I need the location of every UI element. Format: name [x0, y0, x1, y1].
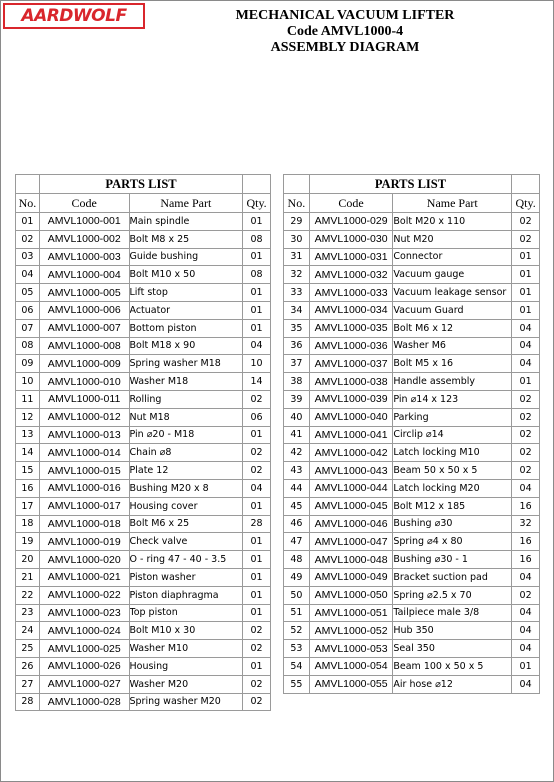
part-qty-cell: 01	[243, 551, 271, 569]
part-name-cell: Nut M18	[129, 408, 243, 426]
part-number-cell: 35	[284, 319, 310, 337]
table-row	[284, 284, 540, 302]
part-code-cell: AMVL1000-022	[39, 586, 129, 604]
table-row	[284, 319, 540, 337]
part-code-cell: AMVL1000-053	[309, 640, 393, 658]
part-code-cell: AMVL1000-035	[309, 319, 393, 337]
parts-list-table-right	[283, 174, 540, 694]
table-row	[16, 355, 271, 373]
part-number-cell: 50	[284, 586, 310, 604]
table-row	[16, 640, 271, 658]
part-code-cell: AMVL1000-005	[39, 284, 129, 302]
part-qty-cell: 01	[243, 568, 271, 586]
part-qty-cell: 08	[243, 266, 271, 284]
blank-header-cell	[16, 175, 40, 194]
table-row	[284, 373, 540, 391]
part-number-cell: 05	[16, 284, 40, 302]
part-name-cell: Lift stop	[129, 284, 243, 302]
table-row	[284, 444, 540, 462]
part-name-cell: Beam 50 x 50 x 5	[393, 462, 512, 480]
blank-header-cell	[284, 175, 310, 194]
table-row	[16, 657, 271, 675]
table-row	[284, 390, 540, 408]
part-code-cell: AMVL1000-017	[39, 497, 129, 515]
part-number-cell: 40	[284, 408, 310, 426]
part-name-cell: Bushing ⌀30 - 1	[393, 551, 512, 569]
part-number-cell: 23	[16, 604, 40, 622]
part-qty-cell: 02	[512, 230, 540, 248]
part-number-cell: 26	[16, 657, 40, 675]
part-qty-cell: 02	[512, 462, 540, 480]
part-qty-cell: 01	[512, 301, 540, 319]
part-code-cell: AMVL1000-024	[39, 622, 129, 640]
part-number-cell: 46	[284, 515, 310, 533]
table-row	[284, 230, 540, 248]
part-qty-cell: 04	[512, 604, 540, 622]
column-header-name: Name Part	[393, 194, 512, 213]
part-name-cell: Washer M20	[129, 675, 243, 693]
part-qty-cell: 02	[243, 640, 271, 658]
part-qty-cell: 16	[512, 497, 540, 515]
part-qty-cell: 02	[243, 462, 271, 480]
part-code-cell: AMVL1000-040	[309, 408, 393, 426]
table-row	[16, 497, 271, 515]
table-row	[284, 337, 540, 355]
part-number-cell: 44	[284, 479, 310, 497]
table-row	[16, 390, 271, 408]
part-number-cell: 27	[16, 675, 40, 693]
part-name-cell: Washer M18	[129, 373, 243, 391]
table-row	[16, 515, 271, 533]
part-number-cell: 20	[16, 551, 40, 569]
table-row	[16, 533, 271, 551]
part-number-cell: 08	[16, 337, 40, 355]
part-qty-cell: 02	[243, 675, 271, 693]
part-code-cell: AMVL1000-036	[309, 337, 393, 355]
header-code: Code AMVL1000-4	[286, 24, 404, 39]
part-number-cell: 48	[284, 551, 310, 569]
part-qty-cell: 02	[243, 622, 271, 640]
parts-list-title: PARTS LIST	[39, 175, 242, 194]
part-qty-cell: 01	[243, 248, 271, 266]
part-number-cell: 39	[284, 390, 310, 408]
part-qty-cell: 02	[243, 444, 271, 462]
part-number-cell: 25	[16, 640, 40, 658]
part-qty-cell: 01	[243, 657, 271, 675]
table-row	[16, 408, 271, 426]
column-header-no: No.	[284, 194, 310, 213]
part-qty-cell: 04	[512, 355, 540, 373]
header-title: MECHANICAL VACUUM LIFTER	[235, 8, 455, 23]
part-number-cell: 18	[16, 515, 40, 533]
part-code-cell: AMVL1000-011	[39, 390, 129, 408]
part-qty-cell: 01	[243, 497, 271, 515]
part-code-cell: AMVL1000-002	[39, 230, 129, 248]
document-header	[190, 8, 500, 56]
part-number-cell: 01	[16, 213, 40, 231]
part-qty-cell: 02	[243, 390, 271, 408]
table-row	[16, 266, 271, 284]
part-qty-cell: 01	[512, 657, 540, 675]
part-number-cell: 04	[16, 266, 40, 284]
part-name-cell: Handle assembly	[393, 373, 512, 391]
part-code-cell: AMVL1000-007	[39, 319, 129, 337]
part-qty-cell: 01	[243, 284, 271, 302]
part-qty-cell: 01	[243, 604, 271, 622]
part-number-cell: 53	[284, 640, 310, 658]
table-row	[284, 213, 540, 231]
part-number-cell: 03	[16, 248, 40, 266]
column-header-code: Code	[39, 194, 129, 213]
part-code-cell: AMVL1000-014	[39, 444, 129, 462]
column-header-name: Name Part	[129, 194, 243, 213]
part-name-cell: Bolt M12 x 185	[393, 497, 512, 515]
header-subtitle: ASSEMBLY DIAGRAM	[270, 40, 420, 55]
table-row	[16, 426, 271, 444]
table-row	[16, 604, 271, 622]
part-code-cell: AMVL1000-043	[309, 462, 393, 480]
part-number-cell: 28	[16, 693, 40, 711]
part-qty-cell: 04	[243, 337, 271, 355]
part-number-cell: 31	[284, 248, 310, 266]
part-code-cell: AMVL1000-026	[39, 657, 129, 675]
part-name-cell: Pin ⌀14 x 123	[393, 390, 512, 408]
part-number-cell: 41	[284, 426, 310, 444]
table-row	[284, 426, 540, 444]
column-header-no: No.	[16, 194, 40, 213]
part-name-cell: Latch locking M20	[393, 479, 512, 497]
table-row	[284, 533, 540, 551]
part-name-cell: Housing	[129, 657, 243, 675]
brand-logo	[3, 3, 145, 29]
part-code-cell: AMVL1000-018	[39, 515, 129, 533]
part-name-cell: Bolt M8 x 25	[129, 230, 243, 248]
part-name-cell: Bolt M18 x 90	[129, 337, 243, 355]
part-name-cell: Rolling	[129, 390, 243, 408]
table-row	[16, 479, 271, 497]
part-qty-cell: 01	[512, 248, 540, 266]
part-number-cell: 17	[16, 497, 40, 515]
table-row	[16, 551, 271, 569]
part-name-cell: Pin ⌀20 - M18	[129, 426, 243, 444]
part-name-cell: Hub 350	[393, 622, 512, 640]
part-code-cell: AMVL1000-055	[309, 675, 393, 693]
table-row	[284, 497, 540, 515]
part-code-cell: AMVL1000-023	[39, 604, 129, 622]
table-row	[16, 213, 271, 231]
part-code-cell: AMVL1000-027	[39, 675, 129, 693]
table-row	[284, 479, 540, 497]
part-qty-cell: 01	[512, 266, 540, 284]
part-qty-cell: 08	[243, 230, 271, 248]
part-qty-cell: 04	[512, 675, 540, 693]
part-name-cell: Circlip ⌀14	[393, 426, 512, 444]
table-row	[284, 248, 540, 266]
part-code-cell: AMVL1000-008	[39, 337, 129, 355]
part-number-cell: 10	[16, 373, 40, 391]
part-code-cell: AMVL1000-015	[39, 462, 129, 480]
part-name-cell: Spring washer M20	[129, 693, 243, 711]
part-number-cell: 14	[16, 444, 40, 462]
table-row	[284, 266, 540, 284]
part-code-cell: AMVL1000-006	[39, 301, 129, 319]
part-qty-cell: 01	[243, 533, 271, 551]
part-qty-cell: 01	[243, 426, 271, 444]
part-code-cell: AMVL1000-003	[39, 248, 129, 266]
part-qty-cell: 32	[512, 515, 540, 533]
part-code-cell: AMVL1000-004	[39, 266, 129, 284]
table-row	[16, 248, 271, 266]
part-number-cell: 52	[284, 622, 310, 640]
part-code-cell: AMVL1000-030	[309, 230, 393, 248]
part-qty-cell: 02	[243, 693, 271, 711]
part-number-cell: 24	[16, 622, 40, 640]
blank-header-cell	[243, 175, 271, 194]
part-name-cell: Bracket suction pad	[393, 568, 512, 586]
part-qty-cell: 01	[243, 301, 271, 319]
part-name-cell: Beam 100 x 50 x 5	[393, 657, 512, 675]
part-qty-cell: 04	[243, 479, 271, 497]
part-number-cell: 13	[16, 426, 40, 444]
part-number-cell: 07	[16, 319, 40, 337]
part-name-cell: Bolt M20 x 110	[393, 213, 512, 231]
part-qty-cell: 02	[512, 390, 540, 408]
part-code-cell: AMVL1000-020	[39, 551, 129, 569]
part-code-cell: AMVL1000-019	[39, 533, 129, 551]
column-header-code: Code	[309, 194, 393, 213]
table-row	[284, 551, 540, 569]
part-number-cell: 29	[284, 213, 310, 231]
part-name-cell: Bolt M10 x 50	[129, 266, 243, 284]
part-number-cell: 06	[16, 301, 40, 319]
part-name-cell: Spring ⌀2.5 x 70	[393, 586, 512, 604]
part-number-cell: 51	[284, 604, 310, 622]
part-qty-cell: 16	[512, 533, 540, 551]
part-number-cell: 55	[284, 675, 310, 693]
part-number-cell: 37	[284, 355, 310, 373]
table-row	[16, 693, 271, 711]
part-name-cell: Bolt M5 x 16	[393, 355, 512, 373]
part-code-cell: AMVL1000-038	[309, 373, 393, 391]
table-row	[284, 408, 540, 426]
part-number-cell: 16	[16, 479, 40, 497]
part-name-cell: Main spindle	[129, 213, 243, 231]
part-code-cell: AMVL1000-032	[309, 266, 393, 284]
part-name-cell: Housing cover	[129, 497, 243, 515]
part-code-cell: AMVL1000-048	[309, 551, 393, 569]
part-code-cell: AMVL1000-031	[309, 248, 393, 266]
table-row	[16, 462, 271, 480]
part-qty-cell: 14	[243, 373, 271, 391]
part-qty-cell: 04	[512, 337, 540, 355]
part-name-cell: Check valve	[129, 533, 243, 551]
table-row	[284, 586, 540, 604]
part-code-cell: AMVL1000-050	[309, 586, 393, 604]
part-name-cell: Parking	[393, 408, 512, 426]
part-name-cell: Piston diaphragma	[129, 586, 243, 604]
part-qty-cell: 04	[512, 622, 540, 640]
part-code-cell: AMVL1000-013	[39, 426, 129, 444]
part-qty-cell: 16	[512, 551, 540, 569]
part-name-cell: Bolt M6 x 12	[393, 319, 512, 337]
part-qty-cell: 04	[512, 319, 540, 337]
part-code-cell: AMVL1000-046	[309, 515, 393, 533]
column-header-qty: Qty.	[512, 194, 540, 213]
table-row	[16, 568, 271, 586]
table-row	[16, 301, 271, 319]
table-row	[16, 444, 271, 462]
part-name-cell: Spring washer M18	[129, 355, 243, 373]
part-number-cell: 43	[284, 462, 310, 480]
part-number-cell: 21	[16, 568, 40, 586]
part-name-cell: Vacuum leakage sensor	[393, 284, 512, 302]
part-name-cell: Plate 12	[129, 462, 243, 480]
part-qty-cell: 01	[512, 284, 540, 302]
part-number-cell: 49	[284, 568, 310, 586]
table-row	[16, 319, 271, 337]
table-row	[16, 373, 271, 391]
logo-text: AARDWOLF	[21, 6, 127, 26]
part-number-cell: 47	[284, 533, 310, 551]
part-code-cell: AMVL1000-051	[309, 604, 393, 622]
table-row	[16, 586, 271, 604]
table-row	[16, 337, 271, 355]
table-row	[16, 230, 271, 248]
part-name-cell: Bushing ⌀30	[393, 515, 512, 533]
table-row	[284, 622, 540, 640]
part-number-cell: 54	[284, 657, 310, 675]
table-row	[284, 568, 540, 586]
part-name-cell: Vacuum Guard	[393, 301, 512, 319]
part-number-cell: 19	[16, 533, 40, 551]
table-row	[16, 675, 271, 693]
part-code-cell: AMVL1000-025	[39, 640, 129, 658]
part-code-cell: AMVL1000-012	[39, 408, 129, 426]
part-number-cell: 09	[16, 355, 40, 373]
column-header-qty: Qty.	[243, 194, 271, 213]
part-code-cell: AMVL1000-045	[309, 497, 393, 515]
table-row	[16, 284, 271, 302]
table-row	[284, 462, 540, 480]
part-number-cell: 45	[284, 497, 310, 515]
part-qty-cell: 06	[243, 408, 271, 426]
part-name-cell: Tailpiece male 3/8	[393, 604, 512, 622]
part-name-cell: Connector	[393, 248, 512, 266]
part-qty-cell: 01	[243, 586, 271, 604]
part-number-cell: 30	[284, 230, 310, 248]
part-name-cell: Vacuum gauge	[393, 266, 512, 284]
part-code-cell: AMVL1000-034	[309, 301, 393, 319]
part-code-cell: AMVL1000-054	[309, 657, 393, 675]
part-code-cell: AMVL1000-021	[39, 568, 129, 586]
part-number-cell: 22	[16, 586, 40, 604]
part-name-cell: Guide bushing	[129, 248, 243, 266]
part-name-cell: Latch locking M10	[393, 444, 512, 462]
part-number-cell: 02	[16, 230, 40, 248]
part-code-cell: AMVL1000-047	[309, 533, 393, 551]
table-row	[16, 622, 271, 640]
part-qty-cell: 02	[512, 426, 540, 444]
part-name-cell: Air hose ⌀12	[393, 675, 512, 693]
part-qty-cell: 04	[512, 640, 540, 658]
parts-list-table-left	[15, 174, 271, 711]
part-qty-cell: 01	[512, 373, 540, 391]
part-name-cell: Bottom piston	[129, 319, 243, 337]
table-row	[284, 675, 540, 693]
part-name-cell: Washer M10	[129, 640, 243, 658]
part-code-cell: AMVL1000-001	[39, 213, 129, 231]
part-qty-cell: 04	[512, 568, 540, 586]
part-code-cell: AMVL1000-016	[39, 479, 129, 497]
part-name-cell: Bolt M10 x 30	[129, 622, 243, 640]
part-code-cell: AMVL1000-029	[309, 213, 393, 231]
part-name-cell: Washer M6	[393, 337, 512, 355]
part-code-cell: AMVL1000-042	[309, 444, 393, 462]
table-row	[284, 657, 540, 675]
table-row	[284, 301, 540, 319]
table-row	[284, 640, 540, 658]
part-name-cell: Spring ⌀4 x 80	[393, 533, 512, 551]
part-name-cell: Piston washer	[129, 568, 243, 586]
part-qty-cell: 02	[512, 408, 540, 426]
part-code-cell: AMVL1000-044	[309, 479, 393, 497]
part-code-cell: AMVL1000-052	[309, 622, 393, 640]
part-number-cell: 38	[284, 373, 310, 391]
part-code-cell: AMVL1000-028	[39, 693, 129, 711]
part-code-cell: AMVL1000-041	[309, 426, 393, 444]
part-qty-cell: 10	[243, 355, 271, 373]
part-name-cell: Nut M20	[393, 230, 512, 248]
part-name-cell: O - ring 47 - 40 - 3.5	[129, 551, 243, 569]
part-qty-cell: 01	[243, 319, 271, 337]
part-number-cell: 32	[284, 266, 310, 284]
part-code-cell: AMVL1000-037	[309, 355, 393, 373]
part-number-cell: 12	[16, 408, 40, 426]
part-qty-cell: 02	[512, 586, 540, 604]
part-name-cell: Top piston	[129, 604, 243, 622]
table-row	[284, 604, 540, 622]
part-qty-cell: 01	[243, 213, 271, 231]
part-number-cell: 33	[284, 284, 310, 302]
part-name-cell: Bolt M6 x 25	[129, 515, 243, 533]
part-code-cell: AMVL1000-009	[39, 355, 129, 373]
part-number-cell: 15	[16, 462, 40, 480]
blank-header-cell	[512, 175, 540, 194]
part-qty-cell: 04	[512, 479, 540, 497]
part-number-cell: 34	[284, 301, 310, 319]
part-name-cell: Seal 350	[393, 640, 512, 658]
part-number-cell: 42	[284, 444, 310, 462]
part-name-cell: Bushing M20 x 8	[129, 479, 243, 497]
part-qty-cell: 02	[512, 444, 540, 462]
part-name-cell: Actuator	[129, 301, 243, 319]
table-row	[284, 515, 540, 533]
part-qty-cell: 02	[512, 213, 540, 231]
part-code-cell: AMVL1000-049	[309, 568, 393, 586]
part-name-cell: Chain ⌀8	[129, 444, 243, 462]
part-code-cell: AMVL1000-010	[39, 373, 129, 391]
table-row	[284, 355, 540, 373]
part-qty-cell: 28	[243, 515, 271, 533]
part-number-cell: 11	[16, 390, 40, 408]
part-code-cell: AMVL1000-033	[309, 284, 393, 302]
part-number-cell: 36	[284, 337, 310, 355]
part-code-cell: AMVL1000-039	[309, 390, 393, 408]
parts-list-title: PARTS LIST	[309, 175, 511, 194]
